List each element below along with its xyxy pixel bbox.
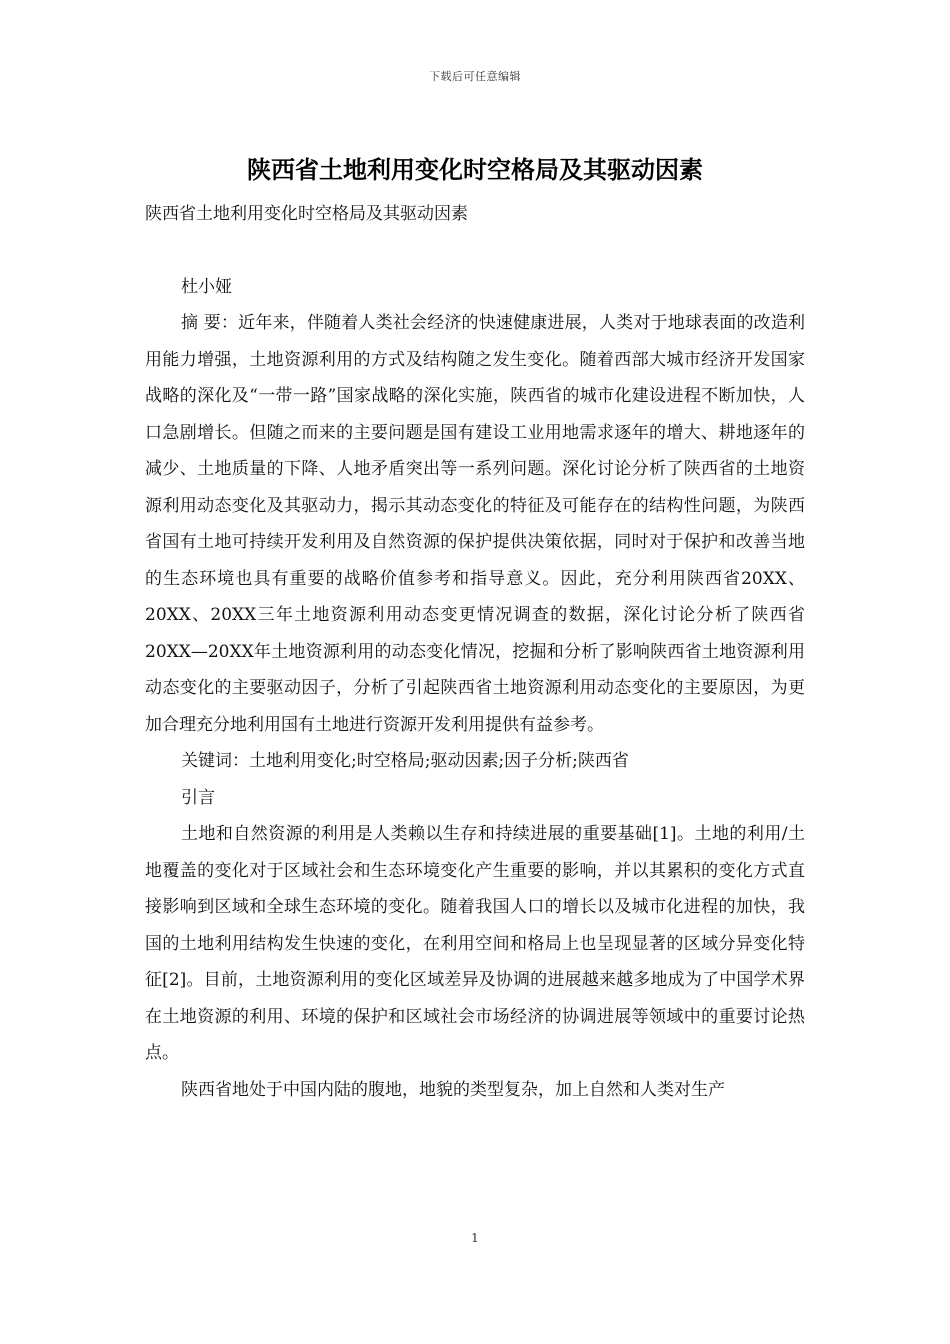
header-note: 下载后可任意编辑 <box>429 70 521 83</box>
blank-line <box>145 233 805 269</box>
keywords-line: 关键词：土地利用变化;时空格局;驱动因素;因子分析;陕西省 <box>181 751 629 771</box>
document-title: 陕西省土地利用变化时空格局及其驱动因素 <box>247 155 703 184</box>
document-subtitle: 陕西省土地利用变化时空格局及其驱动因素 <box>145 204 468 224</box>
author-name: 杜小娅 <box>181 276 232 297</box>
document-body <box>145 196 805 1108</box>
body-paragraph-1: 土地和自然资源的利用是人类赖以生存和持续进展的重要基础[1]。土地的利用/土地覆盖的变化对于区域社会和生态环境变化产生重要的影响，并以其累积的变化方式直接影响到区域和全球生态环境的变化。随着我国人口的增长以及城市化进程的加快，我国的土地利用结构发生快速的变化，在利用空间和格局上也呈现显著的区域分异变化特征[2]。目前，土地资源利用的变化区域差异及协调的进展越来越多地成为了中国学术界在土地资源的利用、环境的保护和区域社会市场经济的协调进展等领域中的重要讨论热点。 <box>145 824 805 1063</box>
body-paragraph-2: 陕西省地处于中国内陆的腹地，地貌的类型复杂，加上自然和人类对生产 <box>181 1079 725 1100</box>
page-number: 1 <box>471 1231 479 1245</box>
abstract-paragraph: 摘 要：近年来，伴随着人类社会经济的快速健康进展，人类对于地球表面的改造利用能力增强，土地资源利用的方式及结构随之发生变化。随着西部大城市经济开发国家战略的深化及“一带一路”国家战略的深化实施，陕西省的城市化建设进程不断加快，人口急剧增长。但随之而来的主要问题是国有建设工业用地需求逐年的增大、耕地逐年的减少、土地质量的下降、人地矛盾突出等一系列问题。深化讨论分析了陕西省的土地资源利用动态变化及其驱动力，揭示其动态变化的特征及可能存在的结构性问题，为陕西省国有土地可持续开发利用及自然资源的保护提供决策依据，同时对于保护和改善当地的生态环境也具有重要的战略价值参考和指导意义。因此，充分利用陕西省20XX、20XX、20XX三年土地资源利用动态变更情况调查的数据，深化讨论分析了陕西省20XX—20XX年土地资源利用的动态变化情况，挖掘和分析了影响陕西省土地资源利用动态变化的主要驱动因子，分析了引起陕西省土地资源利用动态变化的主要原因，为更加合理充分地利用国有土地进行资源开发利用提供有益参考。 <box>145 313 805 735</box>
intro-heading: 引言 <box>181 787 215 808</box>
